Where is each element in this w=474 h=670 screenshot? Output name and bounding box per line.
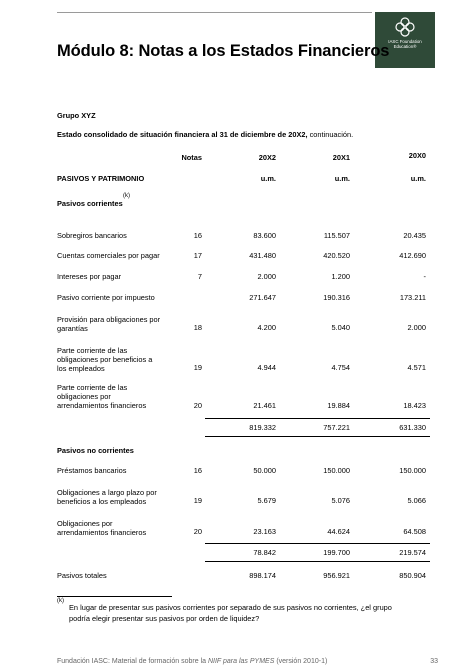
row-label: Cuentas comerciales por pagar <box>57 251 160 260</box>
statement-continued: continuación. <box>307 130 354 139</box>
row-20x0: 64.508 <box>403 527 426 536</box>
logo-emblem-icon <box>393 17 417 37</box>
row-label: Provisión para obligaciones por garantías <box>57 315 161 333</box>
page-number: 33 <box>430 658 438 665</box>
current-liabilities-mark: (k) <box>123 193 130 199</box>
footnote-text-line1: En lugar de presentar sus pasivos corrientes por separado de sus pasivos no corrientes, ¿el grupo <box>69 603 392 612</box>
footer-suffix: (versión 2010-1) <box>274 658 328 665</box>
footnote-rule <box>57 596 172 597</box>
noncurrent-liabilities-title: Pasivos no corrientes <box>57 446 134 455</box>
row-note: 16 <box>193 231 202 240</box>
total-20x2: 78.842 <box>253 548 276 557</box>
unit-20x0: u.m. <box>410 174 426 183</box>
row-note: 7 <box>197 272 202 281</box>
statement-main: Estado consolidado de situación financiera al 31 de diciembre de 20X2, <box>57 130 308 139</box>
row-20x0: 4.571 <box>407 363 426 372</box>
subtotal-rule <box>205 418 430 419</box>
row-label: Parte corriente de las obligaciones por beneficios a los empleados <box>57 346 153 373</box>
row-label: Parte corriente de las obligaciones por arrendamientos financieros <box>57 383 147 410</box>
total-20x2: 819.332 <box>249 423 276 432</box>
logo-text: IASC Foundation Education® <box>388 39 422 49</box>
row-note: 19 <box>193 363 202 372</box>
row-20x1: 1.200 <box>331 272 350 281</box>
group-name: Grupo XYZ <box>57 111 96 120</box>
row-20x2: 4.944 <box>257 363 276 372</box>
row-note: 20 <box>193 401 202 410</box>
row-note: 18 <box>193 323 202 332</box>
total-20x0: 219.574 <box>399 548 426 557</box>
row-20x1: 4.754 <box>331 363 350 372</box>
row-label: Préstamos bancarios <box>57 466 127 475</box>
subtotal-rule <box>205 561 430 562</box>
row-note: 20 <box>193 527 202 536</box>
row-20x2: 83.600 <box>253 231 276 240</box>
row-20x1: 115.507 <box>323 231 350 240</box>
unit-20x2: u.m. <box>260 174 276 183</box>
row-20x1: 5.076 <box>331 496 350 505</box>
row-20x0: 18.423 <box>403 401 426 410</box>
row-20x0: 2.000 <box>407 323 426 332</box>
subtotal-rule <box>205 543 430 544</box>
row-20x1: 5.040 <box>331 323 350 332</box>
grand-total-20x1: 956.921 <box>323 571 350 580</box>
footer-prefix: Fundación IASC: Material de formación sobre la <box>57 658 208 665</box>
row-label: Sobregiros bancarios <box>57 231 127 240</box>
grand-total-20x2: 898.174 <box>249 571 276 580</box>
row-20x1: 150.000 <box>323 466 350 475</box>
row-20x0: 173.211 <box>399 293 426 302</box>
row-20x2: 2.000 <box>257 272 276 281</box>
row-note: 16 <box>193 466 202 475</box>
row-20x2: 21.461 <box>253 401 276 410</box>
row-20x1: 190.316 <box>323 293 350 302</box>
row-label: Intereses por pagar <box>57 272 122 281</box>
row-label: Pasivo corriente por impuesto <box>57 293 155 302</box>
col-header-20x2: 20X2 <box>258 153 276 162</box>
footnote-mark: (k) <box>57 598 64 604</box>
section-header-label: PASIVOS Y PATRIMONIO <box>57 174 145 183</box>
total-20x1: 199.700 <box>323 548 350 557</box>
current-liabilities-title: Pasivos corrientes <box>57 199 123 208</box>
row-label: Obligaciones por arrendamientos financieros <box>57 519 147 537</box>
unit-20x1: u.m. <box>334 174 350 183</box>
total-20x0: 631.330 <box>399 423 426 432</box>
row-note: 19 <box>193 496 202 505</box>
col-header-20x0: 20X0 <box>408 151 426 160</box>
grand-total-label: Pasivos totales <box>57 571 107 580</box>
row-20x2: 5.679 <box>257 496 276 505</box>
row-20x2: 431.480 <box>249 251 276 260</box>
col-header-20x1: 20X1 <box>332 153 350 162</box>
header-rule <box>57 12 372 13</box>
row-20x0: 20.435 <box>403 231 426 240</box>
row-20x2: 23.163 <box>253 527 276 536</box>
row-20x0: 412.690 <box>399 251 426 260</box>
statement-title <box>57 130 353 139</box>
row-20x1: 44.624 <box>327 527 350 536</box>
grand-total-20x0: 850.904 <box>399 571 426 580</box>
total-20x1: 757.221 <box>323 423 350 432</box>
row-20x1: 19.884 <box>327 401 350 410</box>
footer-citation <box>57 658 327 665</box>
row-20x2: 4.200 <box>257 323 276 332</box>
row-label: Obligaciones a largo plazo por beneficios a los empleados <box>57 488 157 506</box>
row-20x0: 150.000 <box>399 466 426 475</box>
row-note: 17 <box>193 251 202 260</box>
footer-italic: NIIF para las PYMES <box>207 658 275 665</box>
row-20x2: 271.647 <box>249 293 276 302</box>
row-20x0: - <box>423 272 426 281</box>
subtotal-rule <box>205 436 430 437</box>
footnote-text-line2: podría elegir presentar sus pasivos por orden de liquidez? <box>69 614 260 623</box>
col-header-notes: Notas <box>181 153 202 162</box>
page-title: Módulo 8: Notas a los Estados Financieros <box>57 42 390 60</box>
row-20x0: 5.066 <box>407 496 426 505</box>
row-20x1: 420.520 <box>323 251 350 260</box>
row-20x2: 50.000 <box>253 466 276 475</box>
